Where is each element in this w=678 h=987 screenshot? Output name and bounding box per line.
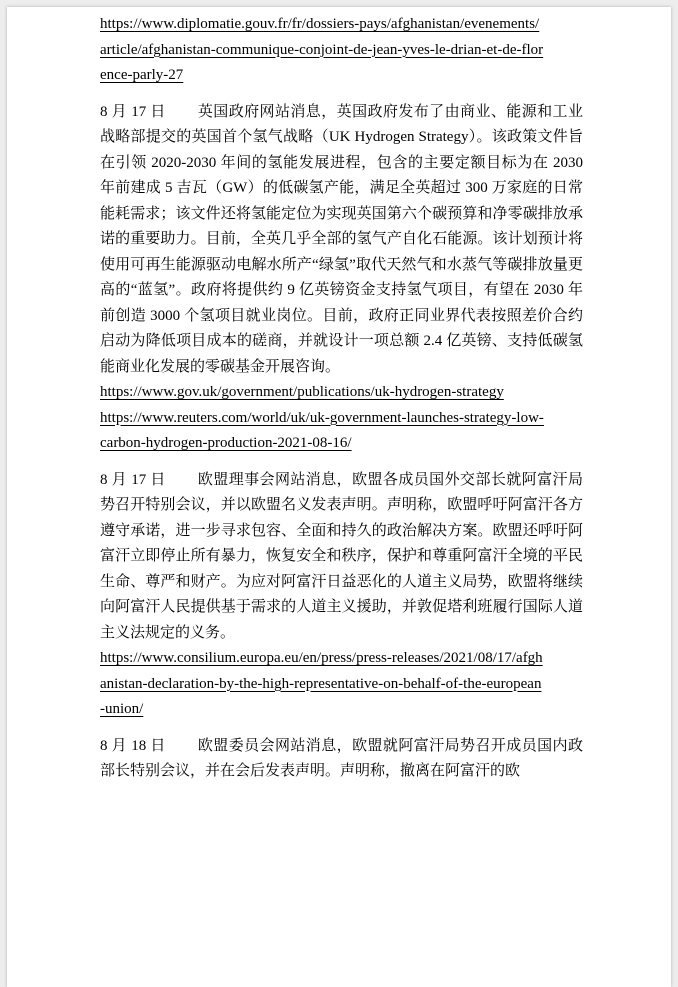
news-paragraph — [100, 468, 583, 647]
hyperlink-line — [100, 38, 583, 64]
hyperlink-line — [100, 431, 583, 457]
news-paragraph — [100, 100, 583, 381]
hyperlink[interactable]: article/afghanistan-communique-conjoint-de-jean-yves-le-drian-et-de-flor — [100, 41, 544, 58]
hyperlink[interactable]: -union/ — [100, 701, 144, 717]
hyperlink-line — [100, 406, 583, 432]
hyperlink[interactable]: anistan-declaration-by-the-high-representative-on-behalf-of-the-european — [100, 675, 542, 692]
hyperlink[interactable]: https://www.gov.uk/government/publications/uk-hydrogen-strategy — [100, 384, 504, 400]
news-text: 欧盟委员会网站消息，欧盟就阿富汗局势召开成员国内政部长特别会议，并在会后发表声明。声明称，撤离在阿富汗的欧 — [100, 737, 583, 779]
document-page — [7, 7, 671, 987]
page-content — [100, 12, 583, 785]
hyperlink-group — [100, 380, 583, 457]
news-text: 欧盟理事会网站消息，欧盟各成员国外交部长就阿富汗局势召开特别会议，并以欧盟名义发表声明。声明称，欧盟呼吁阿富汗各方遵守承诺，进一步寻求包容、全面和持久的政治解决方案。欧盟还呼吁阿富汗立即停止所有暴力，恢复安全和秩序，保护和尊重阿富汗全境的平民生命、尊严和财产。为应对阿富汗日益恶化的人道主义局势，欧盟将继续向阿富汗人民提供基于需求的人道主义援助，并敦促塔利班履行国际人道主义法规定的义务。 — [100, 471, 583, 641]
hyperlink-line — [100, 646, 583, 672]
hyperlink-group — [100, 646, 583, 723]
news-entry-uk-hydrogen — [100, 100, 583, 457]
hyperlink-line — [100, 12, 583, 38]
news-entry-eu-council — [100, 468, 583, 723]
hyperlink-line — [100, 380, 583, 406]
news-date: 8 月 18 日 — [100, 737, 166, 754]
news-entry-eu-commission — [100, 734, 583, 785]
news-date: 8 月 17 日 — [100, 471, 166, 488]
hyperlink-line — [100, 63, 583, 89]
news-text: 英国政府网站消息，英国政府发布了由商业、能源和工业战略部提交的英国首个氢气战略（UK Hydrogen Strategy）。该政策文件旨在引领 2020-2030 年间的氢能发展进程，包含的主要定额目标为在 2030 年前建成 5 吉瓦（GW）的低碳氢产能，满足全英超过 300 万家庭的日常能耗需求；该文件还将氢能定位为实现英国第六个碳预算和净零碳排放承诺的重要助力。目前，全英几乎全部的氢气产自化石能源。该计划预计将使用可再生能源驱动电解水所产“绿氢”取代天然气和水蒸气等碳排放量更高的“蓝氢”。政府将提供约 9 亿英镑资金支持氢气项目，有望在 2030 年前创造 3000 个氢项目就业岗位。目前，政府正同业界代表按照差价合约启动为降低项目成本的磋商，并就设计一项总额 2.4 亿英镑、支持低碳氢能商业化发展的零碳基金开展咨询。 — [100, 103, 584, 375]
hyperlink-group-intro — [100, 12, 583, 89]
hyperlink[interactable]: https://www.reuters.com/world/uk/uk-government-launches-strategy-low- — [100, 409, 544, 426]
hyperlink[interactable]: ence-parly-27 — [100, 67, 184, 83]
news-paragraph — [100, 734, 583, 785]
hyperlink-line — [100, 672, 583, 698]
hyperlink-line — [100, 697, 583, 723]
hyperlink[interactable]: carbon-hydrogen-production-2021-08-16/ — [100, 435, 352, 451]
news-date: 8 月 17 日 — [100, 103, 166, 120]
hyperlink[interactable]: https://www.diplomatie.gouv.fr/fr/dossiers-pays/afghanistan/evenements/ — [100, 16, 540, 32]
hyperlink[interactable]: https://www.consilium.europa.eu/en/press/press-releases/2021/08/17/afgh — [100, 650, 543, 666]
